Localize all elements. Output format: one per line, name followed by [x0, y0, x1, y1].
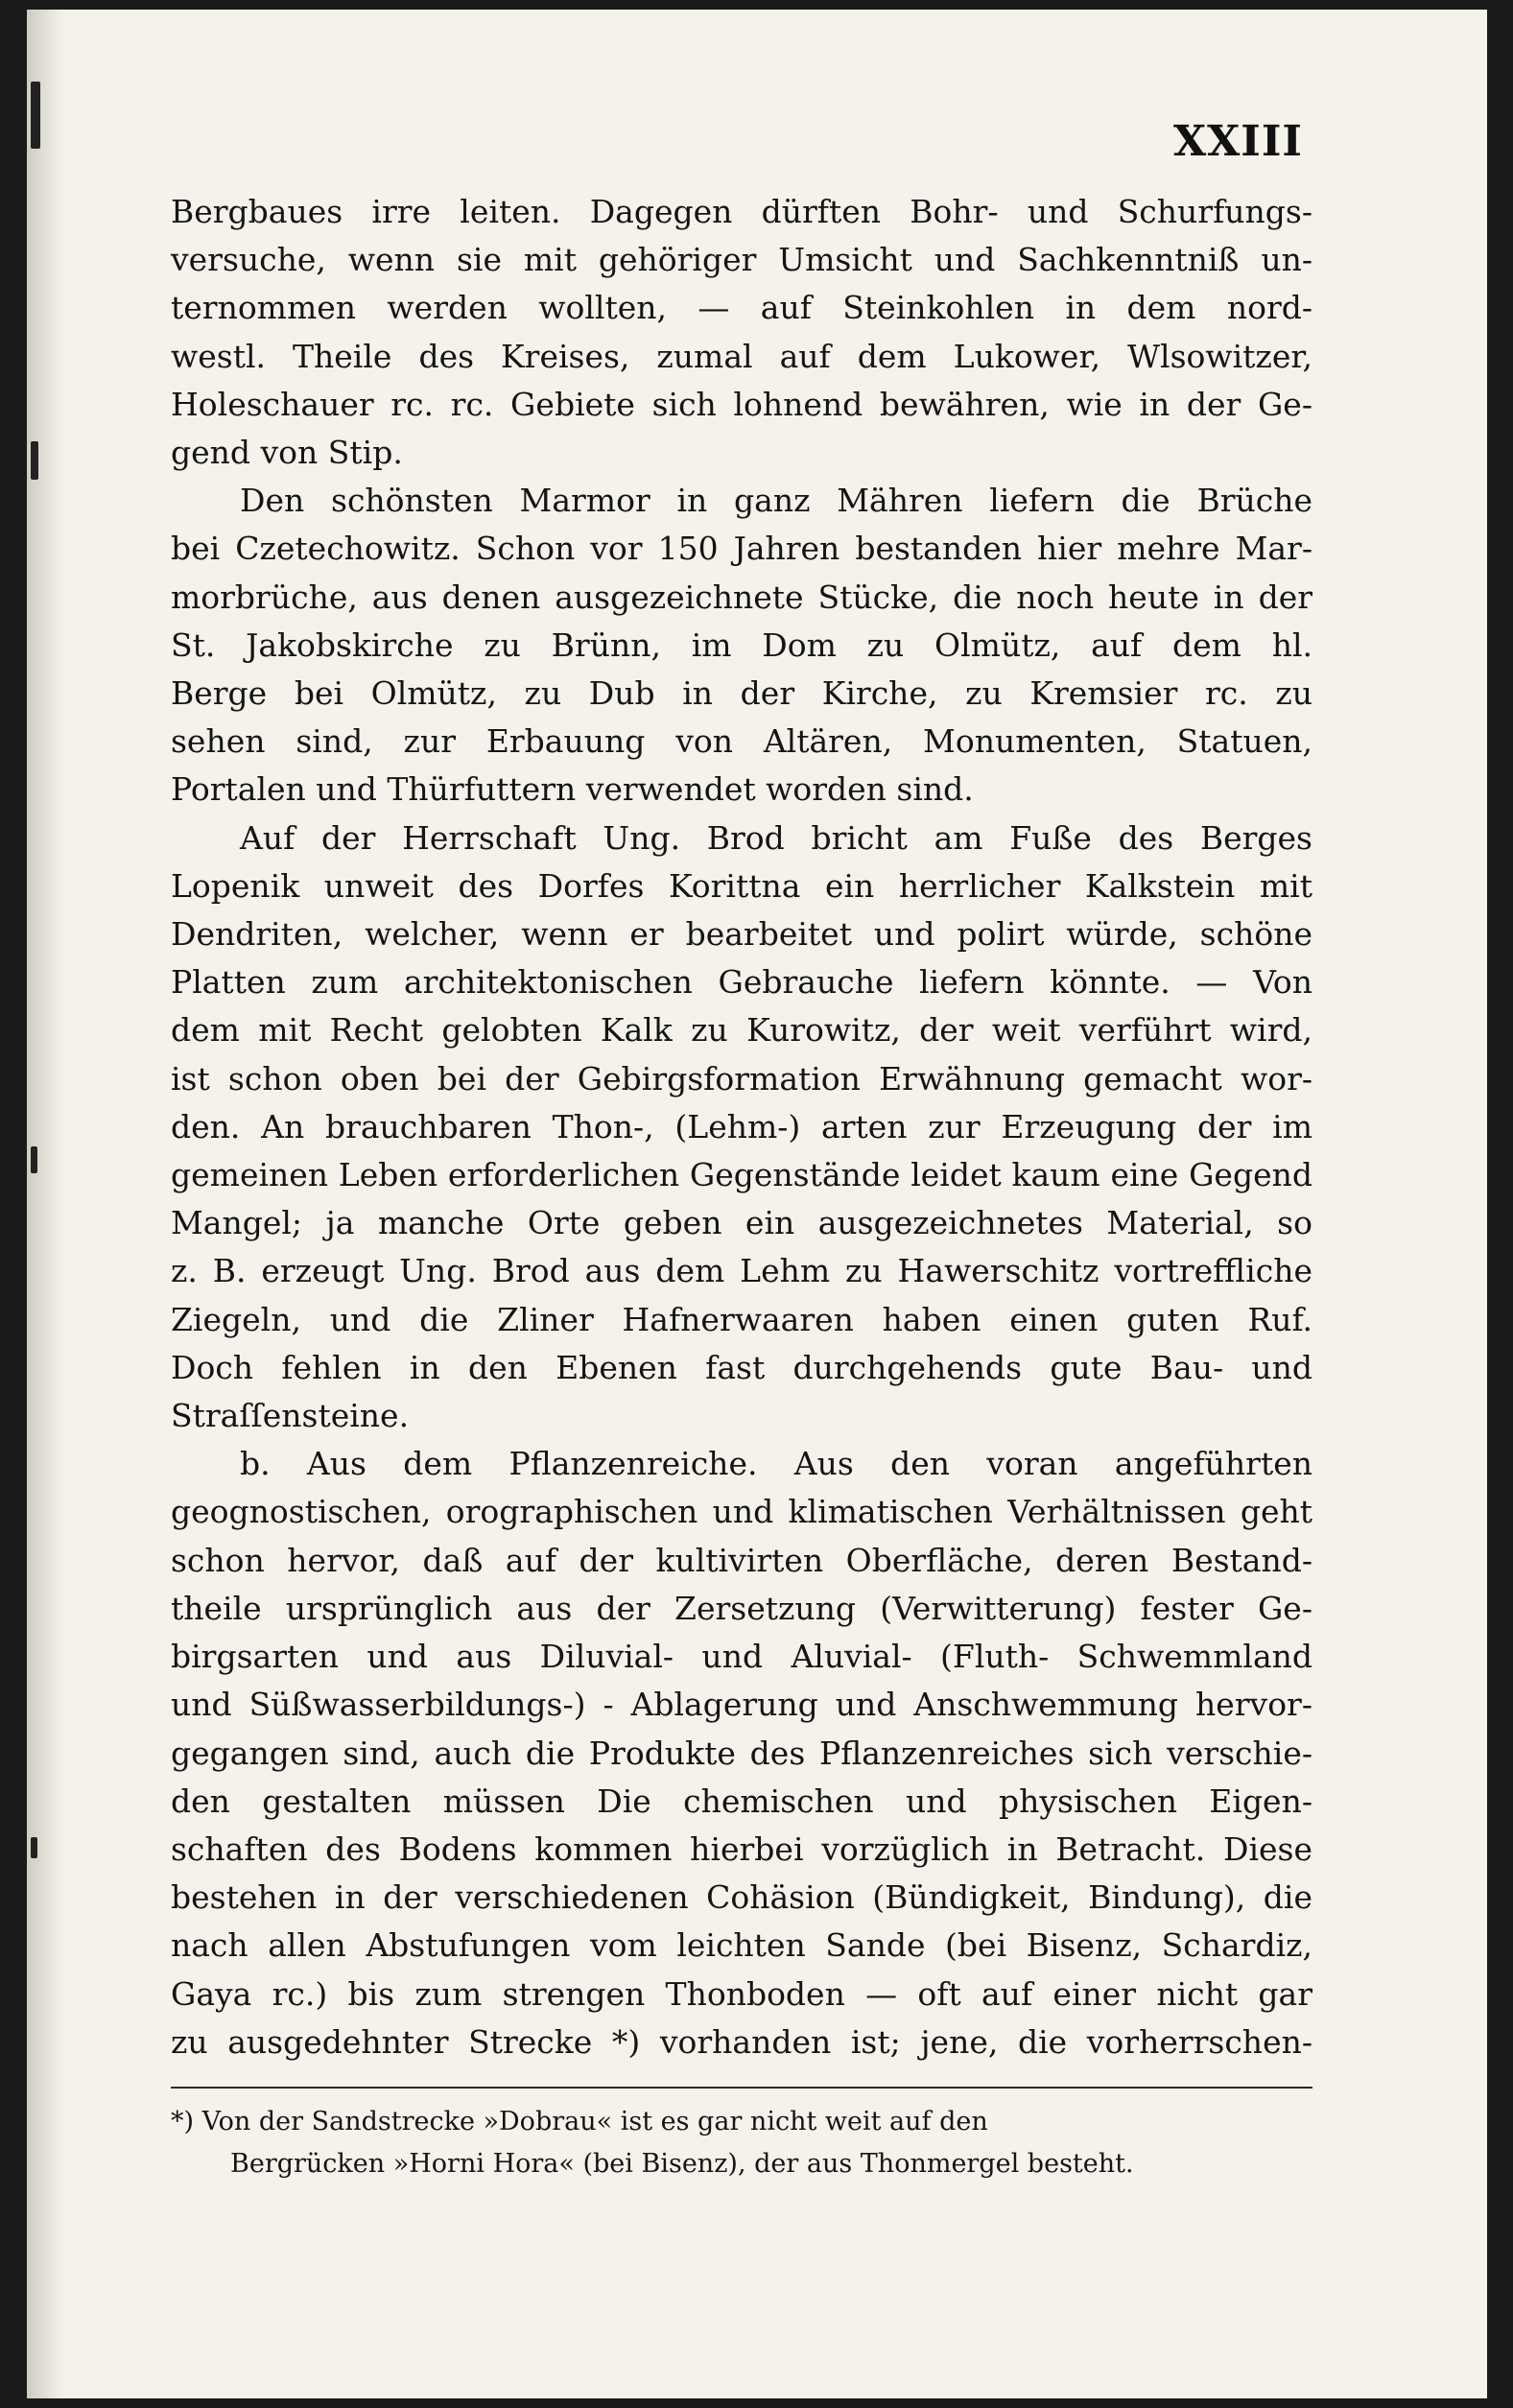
text-line: theile ursprünglich aus der Zersetzung (Verwitterung) fester Ge- [171, 1589, 1312, 1627]
book-page [27, 10, 1487, 2398]
text-line: Ziegeln, und die Zliner Hafnerwaaren haben einen guten Ruf. [171, 1300, 1312, 1338]
binding-mark [31, 82, 40, 149]
page-number: XXIII [1172, 117, 1303, 166]
text-line: versuche, wenn sie mit gehöriger Umsicht und Sachkenntniß un- [171, 241, 1312, 279]
text-line: Lopenik unweit des Dorfes Korittna ein herrlicher Kalkstein mit [171, 866, 1312, 905]
text-line: Dendriten, welcher, wenn er bearbeitet und polirt würde, schöne [171, 915, 1312, 954]
text-line: Auf der Herrschaft Ung. Brod bricht am Fuße des Berges [240, 818, 1312, 857]
text-line: zu ausgedehnter Strecke *) vorhanden ist; jene, die vorherrschen- [171, 2022, 1312, 2061]
text-line: sehen sind, zur Erbauung von Altären, Monumenten, Statuen, [171, 722, 1312, 761]
binding-mark [31, 1837, 37, 1858]
text-line: ternommen werden wollten, — auf Steinkohlen in dem nord- [171, 289, 1312, 327]
text-line: schaften des Bodens kommen hierbei vorzüglich in Betracht. Diese [171, 1830, 1312, 1868]
footnote-rule [171, 2087, 1312, 2089]
text-line: gemeinen Leben erforderlichen Gegenstände leidet kaum eine Gegend [171, 1156, 1312, 1194]
text-line: Den schönsten Marmor in ganz Mähren liefern die Brüche [240, 482, 1312, 520]
text-line: St. Jakobskirche zu Brünn, im Dom zu Olmütz, auf dem hl. [171, 626, 1312, 664]
text-line: und Süßwasserbildungs-) - Ablagerung und Anschwemmung hervor- [171, 1686, 1312, 1724]
body-text [171, 188, 1312, 2066]
text-line: z. B. erzeugt Ung. Brod aus dem Lehm zu Hawerschitz vortreffliche [171, 1252, 1312, 1290]
binding-mark [31, 441, 38, 480]
text-line: Holeschauer rc. rc. Gebiete sich lohnend bewähren, wie in der Ge- [171, 385, 1312, 423]
text-line: b. Aus dem Pflanzenreiche. Aus den voran angeführten [240, 1445, 1312, 1483]
text-line: den gestalten müssen Die chemischen und physischen Eigen- [171, 1782, 1312, 1820]
footnote-line: Bergrücken »Horni Hora« (bei Bisenz), der aus Thonmergel besteht. [230, 2149, 1134, 2179]
text-line: gegangen sind, auch die Produkte des Pflanzenreiches sich verschie- [171, 1734, 1312, 1772]
text-line: den. An brauchbaren Thon-, (Lehm-) arten zur Erzeugung der im [171, 1107, 1312, 1145]
footnote [171, 2101, 1312, 2185]
text-line: bestehen in der verschiedenen Cohäsion (Bündigkeit, Bindung), die [171, 1878, 1312, 1917]
page-spine-shadow [27, 10, 67, 2398]
text-line: geognostischen, orographischen und klimatischen Verhältnissen geht [171, 1493, 1312, 1531]
text-line: Gaya rc.) bis zum strengen Thonboden — oft auf einer nicht gar [171, 1974, 1312, 2013]
text-line: schon hervor, daß auf der kultivirten Oberfläche, deren Bestand- [171, 1541, 1312, 1579]
text-line: ist schon oben bei der Gebirgsformation Erwähnung gemacht wor- [171, 1059, 1312, 1098]
text-line: Straſſensteine. [171, 1397, 410, 1435]
text-line: dem mit Recht gelobten Kalk zu Kurowitz, der weit verführt wird, [171, 1011, 1312, 1050]
footnote-line: *) Von der Sandstrecke »Dobrau« ist es gar nicht weit auf den [171, 2107, 988, 2137]
text-line: Bergbaues irre leiten. Dagegen dürften Bohr- und Schurfungs- [171, 193, 1312, 230]
text-line: Berge bei Olmütz, zu Dub in der Kirche, zu Kremsier rc. zu [171, 674, 1312, 713]
text-line: Doch fehlen in den Ebenen fast durchgehends gute Bau- und [171, 1348, 1312, 1386]
text-line: bei Czetechowitz. Schon vor 150 Jahren bestanden hier mehre Mar- [171, 530, 1312, 568]
text-line: birgsarten und aus Diluvial- und Aluvial- (Fluth- Schwemmland [171, 1638, 1312, 1676]
text-line: Mangel; ja manche Orte geben ein ausgezeichnetes Material, so [171, 1204, 1312, 1242]
binding-mark [31, 1146, 37, 1173]
text-line: nach allen Abstufungen vom leichten Sande (bei Bisenz, Schardiz, [171, 1926, 1312, 1965]
text-line: gend von Stip. [171, 434, 403, 472]
text-line: westl. Theile des Kreises, zumal auf dem Lukower, Wlsowitzer, [171, 337, 1312, 375]
text-line: morbrüche, aus denen ausgezeichnete Stücke, die noch heute in der [171, 578, 1312, 616]
text-line: Platten zum architektonischen Gebrauche liefern könnte. — Von [171, 963, 1312, 1002]
text-line: Portalen und Thürfuttern verwendet worden sind. [171, 770, 974, 809]
